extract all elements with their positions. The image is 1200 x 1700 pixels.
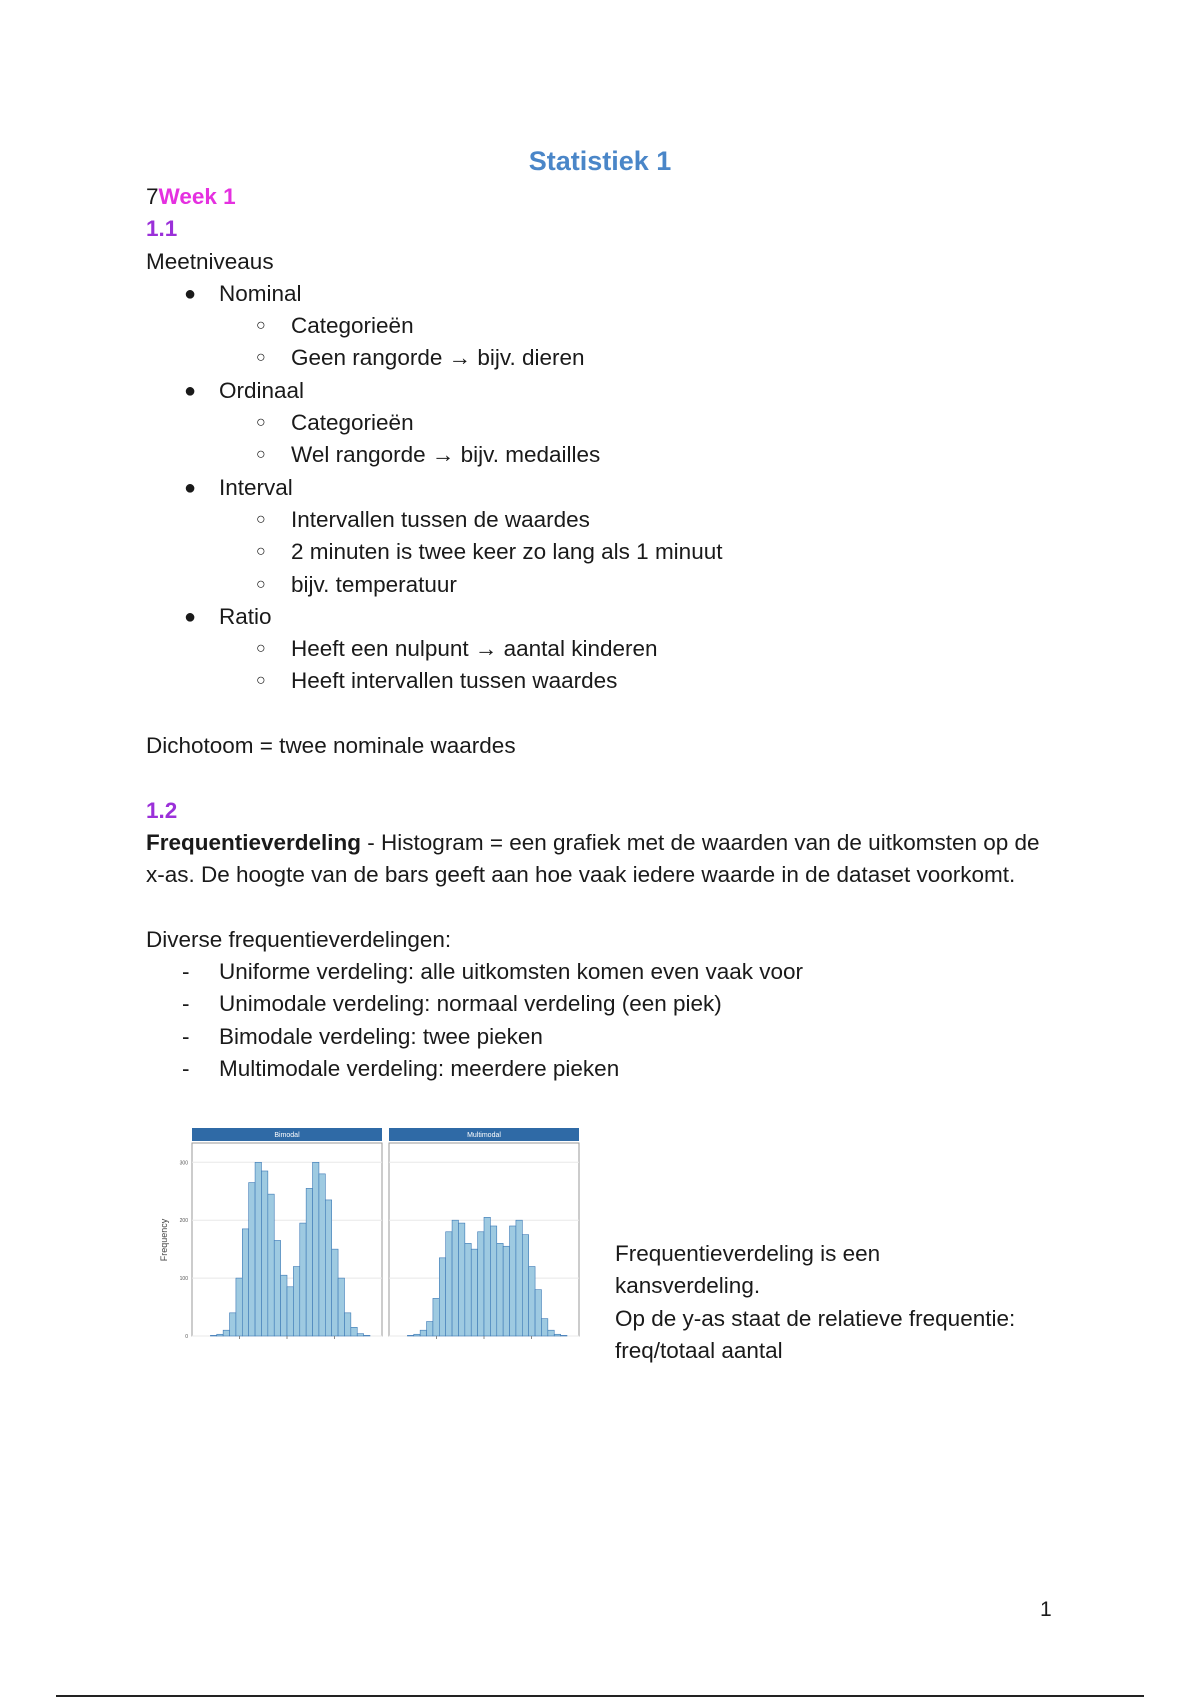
bullet-icon: ●	[184, 476, 197, 499]
document-body	[146, 181, 1066, 1085]
spacer	[146, 892, 1066, 924]
bullet-icon: ●	[184, 282, 197, 305]
side-note-line: Frequentieverdeling is een	[615, 1241, 881, 1266]
dash-bullet-icon: -	[182, 959, 190, 985]
section-heading-1-2: 1.2	[146, 797, 178, 823]
week-prefix: 7	[146, 184, 159, 209]
histogram-bar	[223, 1330, 229, 1336]
circle-bullet-icon: ○	[256, 446, 266, 464]
spacer	[146, 698, 1066, 730]
list-item-text: Categorieën	[291, 410, 414, 436]
histogram-bar	[407, 1335, 413, 1336]
circle-bullet-icon: ○	[256, 510, 266, 528]
facet-title: Multimodal	[467, 1132, 501, 1139]
week-heading	[146, 181, 1066, 213]
dash-bullet-icon: -	[182, 1056, 190, 1082]
histogram-bar	[561, 1335, 567, 1336]
histogram-bar	[210, 1335, 216, 1336]
circle-bullet-icon: ○	[256, 640, 266, 658]
histogram-bar	[458, 1223, 464, 1336]
histogram-bar	[230, 1313, 236, 1336]
histogram-figure	[155, 1128, 585, 1353]
histogram-bar	[249, 1183, 255, 1336]
circle-bullet-icon: ○	[256, 672, 266, 690]
histogram-bar	[281, 1275, 287, 1336]
facet-title: Bimodal	[274, 1132, 300, 1139]
histogram-bar	[503, 1246, 509, 1336]
list-item	[146, 536, 1066, 568]
list-item-text: Categorieën	[291, 313, 414, 339]
list-item	[146, 569, 1066, 601]
list-item	[146, 504, 1066, 536]
histogram-bar	[414, 1334, 420, 1336]
histogram-bar	[268, 1194, 274, 1336]
y-tick-label: 0	[185, 1334, 188, 1340]
histogram-bar	[293, 1267, 299, 1336]
histogram-bar	[242, 1229, 248, 1336]
histogram-bar	[529, 1267, 535, 1336]
histogram-bar	[325, 1200, 331, 1336]
histogram-bar	[522, 1235, 528, 1336]
list-item-text: bijv. temperatuur	[291, 571, 457, 597]
list-item-text: Wel rangorde → bijv. medailles	[291, 442, 601, 468]
frequency-term: Frequentieverdeling	[146, 829, 362, 855]
histogram-bar	[535, 1290, 541, 1336]
histogram-bar	[497, 1243, 503, 1336]
histogram-bar	[344, 1313, 350, 1336]
circle-bullet-icon: ○	[256, 317, 266, 335]
footer-divider	[56, 1695, 1144, 1697]
circle-bullet-icon: ○	[256, 349, 266, 367]
y-tick-label: 300	[179, 1160, 188, 1167]
list-item	[146, 633, 1066, 665]
level-label: Ratio	[219, 603, 272, 629]
histogram-bar	[484, 1217, 490, 1336]
list-item-text: Intervallen tussen de waardes	[291, 506, 590, 532]
side-note	[615, 1238, 1085, 1367]
histogram-bar	[236, 1278, 242, 1336]
week-label: Week 1	[158, 184, 236, 209]
list-item	[146, 665, 1066, 697]
side-note-line: freq/totaal aantal	[615, 1337, 783, 1363]
histogram-bar	[306, 1188, 312, 1336]
y-tick-label: 200	[179, 1218, 188, 1225]
histogram-bar	[338, 1278, 344, 1336]
level-label: Interval	[219, 474, 293, 500]
list-item	[146, 956, 1066, 988]
y-tick-label: 100	[179, 1276, 188, 1283]
bullet-icon: ●	[184, 379, 197, 402]
histogram-bar	[439, 1258, 445, 1336]
document-title: Statistiek 1	[528, 146, 672, 176]
histogram-bar	[446, 1232, 452, 1336]
histogram-bar	[357, 1334, 363, 1336]
page-number: 1	[1040, 1598, 1052, 1621]
distributions-heading: Diverse frequentieverdelingen:	[146, 926, 452, 952]
list-item	[146, 1053, 1066, 1085]
level-nominal	[146, 278, 1066, 310]
list-item-text: Geen rangorde → bijv. dieren	[291, 345, 585, 371]
histogram-bar	[541, 1319, 547, 1336]
dichotomy-text: Dichotoom = twee nominale waardes	[146, 733, 516, 759]
histogram-bar	[478, 1232, 484, 1336]
circle-bullet-icon: ○	[256, 543, 266, 561]
histogram-bar	[255, 1162, 261, 1336]
list-item	[146, 439, 1066, 471]
level-interval	[146, 472, 1066, 504]
side-note-line: Op de y-as staat de relatieve frequentie:	[615, 1305, 1016, 1331]
list-item-text: 2 minuten is twee keer zo lang als 1 minuut	[291, 539, 723, 565]
histogram-bar	[471, 1249, 477, 1336]
histogram-bar	[420, 1330, 426, 1336]
level-label: Nominal	[219, 280, 302, 306]
histogram-bar	[548, 1330, 554, 1336]
level-ordinal	[146, 375, 1066, 407]
histogram-bar	[554, 1334, 560, 1336]
list-item-text: Heeft intervallen tussen waardes	[291, 668, 618, 694]
list-item	[146, 310, 1066, 342]
frequency-definition-text: - Histogram = een grafiek met de waarden van de uitkomsten op de x-as. De hoogte van de bars geeft aan hoe vaak iedere waarde in de dataset voorkomt.	[146, 829, 1040, 888]
histogram-bar	[313, 1162, 319, 1336]
histogram-bar	[300, 1223, 306, 1336]
histogram-bar	[433, 1298, 439, 1336]
dash-bullet-icon: -	[182, 991, 190, 1017]
list-item-text: Unimodale verdeling: normaal verdeling (een piek)	[219, 991, 722, 1017]
list-item-text: Multimodale verdeling: meerdere pieken	[219, 1056, 620, 1082]
side-note-line: kansverdeling.	[615, 1273, 761, 1299]
list-item-text: Bimodale verdeling: twee pieken	[219, 1023, 543, 1049]
spacer	[146, 762, 1066, 794]
histogram-bar	[319, 1174, 325, 1336]
list-item	[146, 988, 1066, 1020]
list-item-text: Heeft een nulpunt → aantal kinderen	[291, 636, 658, 662]
frequency-definition	[146, 827, 1056, 892]
circle-bullet-icon: ○	[256, 414, 266, 432]
histogram-bar	[516, 1220, 522, 1336]
level-label: Ordinaal	[219, 377, 305, 403]
list-item	[146, 407, 1066, 439]
histogram-bar	[427, 1322, 433, 1336]
histogram-bar	[217, 1334, 223, 1336]
histogram-bar	[510, 1226, 516, 1336]
histogram-bar	[452, 1220, 458, 1336]
histogram-bar	[287, 1287, 293, 1336]
list-item-text: Uniforme verdeling: alle uitkomsten komen even vaak voor	[219, 959, 804, 985]
list-item	[146, 1021, 1066, 1053]
histogram-bar	[332, 1249, 338, 1336]
level-ratio	[146, 601, 1066, 633]
histogram-bar	[490, 1226, 496, 1336]
histogram-bar	[274, 1240, 280, 1336]
circle-bullet-icon: ○	[256, 575, 266, 593]
histogram-bar	[261, 1171, 267, 1336]
bullet-icon: ●	[184, 605, 197, 628]
measurement-levels-heading: Meetniveaus	[146, 248, 274, 274]
y-axis-label: Frequency	[159, 1218, 169, 1262]
histogram-bar	[351, 1327, 357, 1336]
histogram-bar	[465, 1243, 471, 1336]
histogram-bar	[364, 1335, 370, 1336]
list-item	[146, 342, 1066, 374]
dash-bullet-icon: -	[182, 1023, 190, 1049]
section-heading-1-1: 1.1	[146, 216, 178, 242]
